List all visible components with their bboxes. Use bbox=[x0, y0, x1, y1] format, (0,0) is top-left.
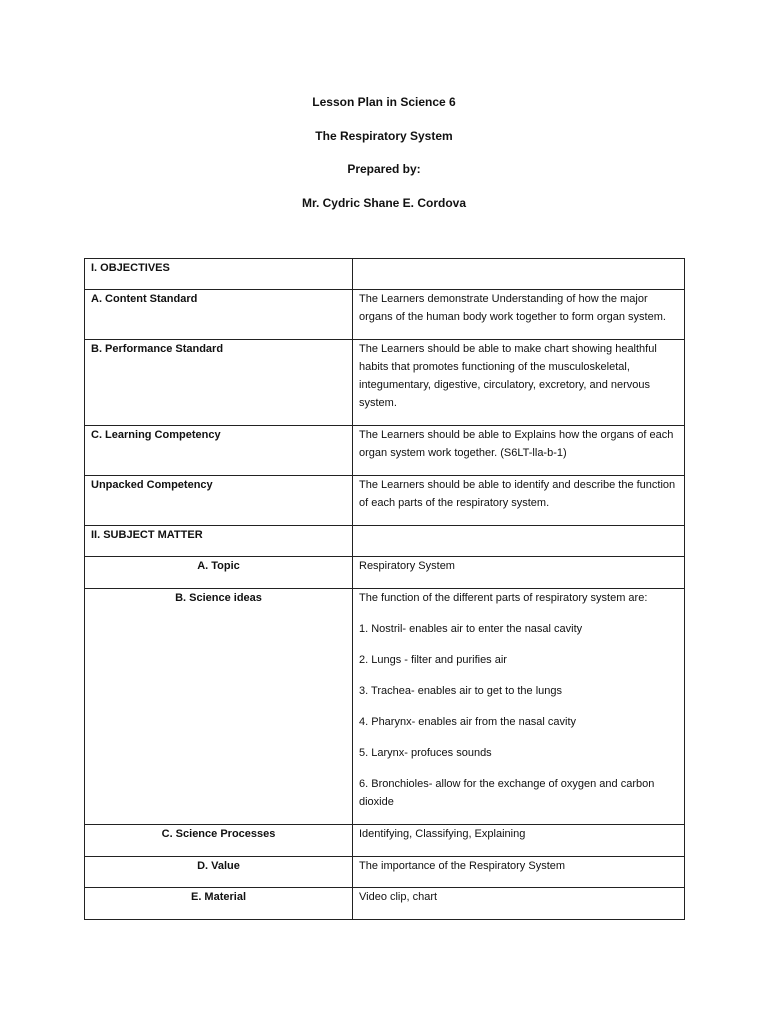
learning-competency-value: The Learners should be able to Explains how the organs of each organ system work together. (S6LT-lla-b-1) bbox=[353, 426, 685, 476]
topic-label: A. Topic bbox=[85, 557, 353, 589]
prepared-by-label: Prepared by: bbox=[347, 162, 421, 176]
subject-matter-empty-cell bbox=[353, 526, 685, 557]
lesson-plan-table bbox=[84, 258, 685, 920]
science-idea-item: 5. Larynx- profuces sounds bbox=[359, 747, 492, 759]
table-row bbox=[85, 526, 685, 557]
science-ideas-label: B. Science ideas bbox=[85, 589, 353, 825]
subject-matter-heading: II. SUBJECT MATTER bbox=[85, 526, 353, 557]
science-idea-item: 4. Pharynx- enables air from the nasal cavity bbox=[359, 716, 577, 728]
table-row bbox=[85, 426, 685, 476]
material-label: E. Material bbox=[85, 888, 353, 920]
unpacked-competency-label: Unpacked Competency bbox=[85, 476, 353, 526]
lesson-subtitle: The Respiratory System bbox=[315, 128, 453, 143]
document-header bbox=[0, 94, 768, 228]
table-row bbox=[85, 259, 685, 290]
unpacked-competency-value: The Learners should be able to identify and describe the function of each parts of the respiratory system. bbox=[353, 476, 685, 526]
topic-value: Respiratory System bbox=[353, 557, 685, 589]
science-processes-value: Identifying, Classifying, Explaining bbox=[353, 825, 685, 857]
value-label: D. Value bbox=[85, 857, 353, 888]
table-row bbox=[85, 857, 685, 888]
material-value: Video clip, chart bbox=[353, 888, 685, 920]
learning-competency-label: C. Learning Competency bbox=[85, 426, 353, 476]
table-row bbox=[85, 825, 685, 857]
table-row bbox=[85, 476, 685, 526]
science-idea-item: 2. Lungs - filter and purifies air bbox=[359, 654, 507, 666]
performance-standard-value: The Learners should be able to make chart showing healthful habits that promotes functioning of the musculoskeletal, integumentary, digestive, circulatory, excretory, and nervous system. bbox=[353, 340, 685, 426]
science-idea-item: 3. Trachea- enables air to get to the lungs bbox=[359, 685, 563, 697]
performance-standard-label: B. Performance Standard bbox=[85, 340, 353, 426]
table-row bbox=[85, 557, 685, 589]
value-value: The importance of the Respiratory System bbox=[353, 857, 685, 888]
table-row bbox=[85, 589, 685, 825]
table-row bbox=[85, 290, 685, 340]
science-idea-item: 1. Nostril- enables air to enter the nasal cavity bbox=[359, 623, 583, 635]
content-standard-label: A. Content Standard bbox=[85, 290, 353, 340]
table-row bbox=[85, 340, 685, 426]
science-processes-label: C. Science Processes bbox=[85, 825, 353, 857]
science-ideas-list bbox=[353, 589, 685, 825]
objectives-empty-cell bbox=[353, 259, 685, 290]
science-idea-item: 6. Bronchioles- allow for the exchange of oxygen and carbon dioxide bbox=[359, 778, 655, 808]
author-name: Mr. Cydric Shane E. Cordova bbox=[301, 195, 467, 210]
table-row bbox=[85, 888, 685, 920]
science-idea-intro: The function of the different parts of respiratory system are: bbox=[359, 592, 648, 604]
lesson-title: Lesson Plan in Science 6 bbox=[312, 95, 456, 109]
content-standard-value: The Learners demonstrate Understanding of how the major organs of the human body work together to form organ system. bbox=[353, 290, 685, 340]
objectives-heading: I. OBJECTIVES bbox=[85, 259, 353, 290]
